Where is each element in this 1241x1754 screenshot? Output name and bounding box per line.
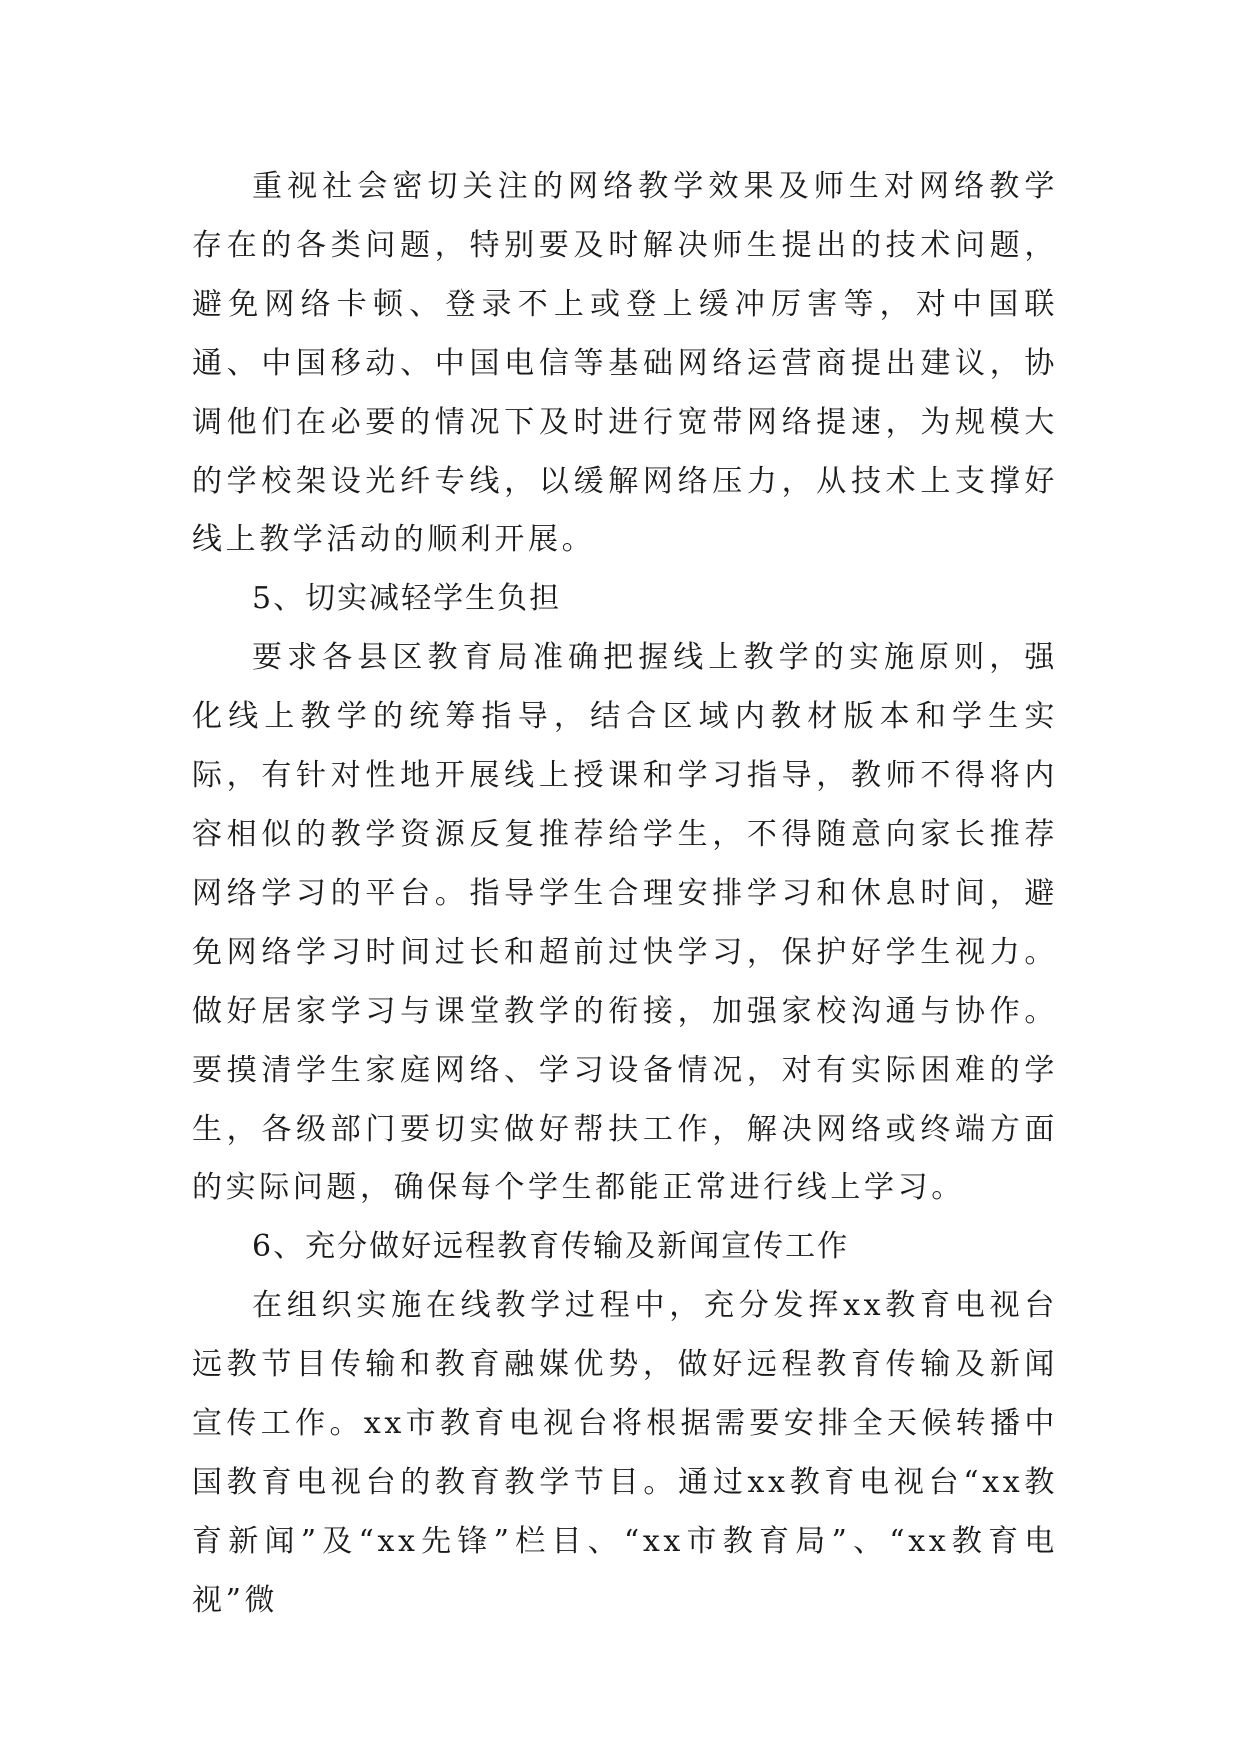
paragraph-network-support: 重视社会密切关注的网络教学效果及师生对网络教学存在的各类问题，特别要及时解决师生提出的技术问题，避免网络卡顿、登录不上或登上缓冲厉害等，对中国联通、中国移动、中国电信等基础网络运营商提出建议，协调他们在必要的情况下及时进行宽带网络提速，为规模大的学校架设光纤专线，以缓解网络压力，从技术上支撑好线上教学活动的顺利开展。 bbox=[192, 169, 1058, 558]
paragraph-remote-education: 在组织实施在线教学过程中，充分发挥xx教育电视台远教节目传输和教育融媒优势，做好远程教育传输及新闻宣传工作。xx市教育电视台将根据需要安排全天候转播中国教育电视台的教育教学节目。通过xx教育电视台“xx教育新闻”及“xx先锋”栏目、“xx市教育局”、“xx教育电视”微 bbox=[192, 1288, 1058, 1618]
section-heading-5: 5、切实减轻学生负担 bbox=[252, 581, 562, 617]
section-heading-6: 6、充分做好远程教育传输及新闻宣传工作 bbox=[252, 1229, 850, 1265]
paragraph-reduce-burden: 要求各县区教育局准确把握线上教学的实施原则，强化线上教学的统筹指导，结合区域内教材版本和学生实际，有针对性地开展线上授课和学习指导，教师不得将内容相似的教学资源反复推荐给学生，不得随意向家长推荐网络学习的平台。指导学生合理安排学习和休息时间，避免网络学习时间过长和超前过快学习，保护好学生视力。做好居家学习与课堂教学的衔接，加强家校沟通与协作。要摸清学生家庭网络、学习设备情况，对有实际困难的学生，各级部门要切实做好帮扶工作，解决网络或终端方面的实际问题，确保每个学生都能正常进行线上学习。 bbox=[192, 640, 1058, 1206]
document-body bbox=[192, 158, 1058, 1631]
